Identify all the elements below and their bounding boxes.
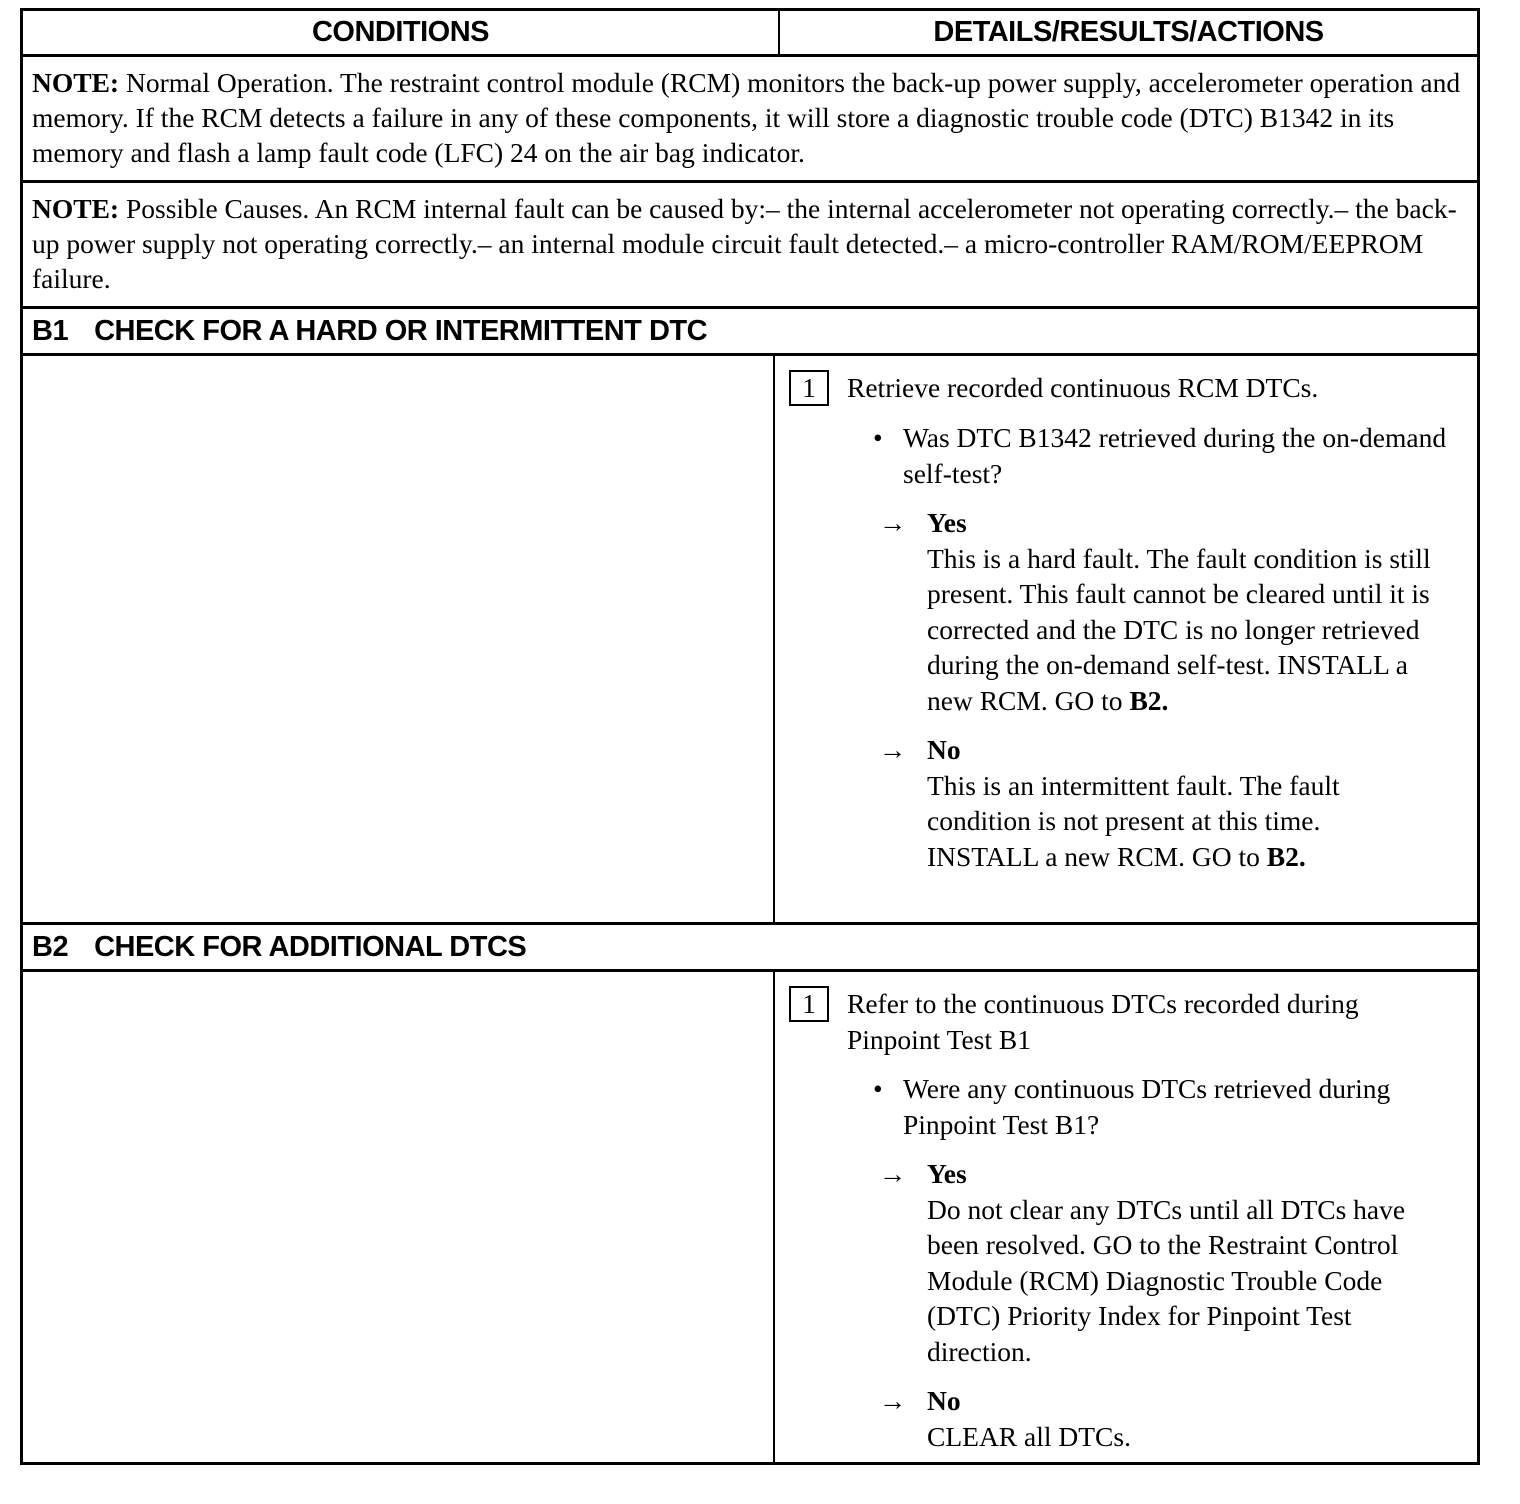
conditions-cell [23, 972, 775, 1462]
answer-no [879, 732, 1467, 874]
note-text: Normal Operation. The restraint control module (RCM) monitors the back-up power supply, accelerometer operation and memory. If the RCM detects a failure in any of these components, it will store a diagnostic trouble code (DTC) B1342 in its memory and flash a lamp fault code (LFC) 24 on the air bag indicator. [32, 67, 1461, 168]
conditions-header: CONDITIONS [23, 11, 780, 54]
table-header [23, 11, 1477, 57]
arrow-right-icon: → [879, 734, 907, 765]
details-header: DETAILS/RESULTS/ACTIONS [933, 16, 1324, 48]
section-row-b1 [23, 356, 1477, 925]
answer-text: This is an intermittent fault. The fault condition is not present at this time. INSTALL a new RCM. GO to B2. [927, 769, 1340, 872]
arrow-right-icon: → [879, 1158, 907, 1189]
question [873, 420, 1467, 491]
goto-reference: B2. [1129, 684, 1169, 716]
section-title: CHECK FOR ADDITIONAL DTCS [94, 930, 527, 963]
section-row-b2 [23, 972, 1477, 1462]
step-number-box: 1 [789, 986, 829, 1022]
step-number-box: 1 [789, 370, 829, 406]
goto-reference: B2. [1266, 840, 1306, 872]
section-code: B1 [32, 314, 69, 347]
step-text: Refer to the continuous DTCs recorded during Pinpoint Test B1 [847, 988, 1359, 1055]
question-text: Were any continuous DTCs retrieved during Pinpoint Test B1? [903, 1073, 1391, 1140]
note-normal-operation [23, 57, 1477, 183]
bullet-icon: • [873, 1073, 883, 1104]
question [873, 1071, 1467, 1142]
test-step [789, 986, 1467, 1057]
answer-label: No [927, 734, 961, 765]
bullet-icon: • [873, 422, 883, 453]
answer-text: CLEAR all DTCs. [927, 1420, 1131, 1452]
answer-label: Yes [927, 1158, 967, 1189]
step-text: Retrieve recorded continuous RCM DTCs. [847, 372, 1319, 403]
section-title: CHECK FOR A HARD OR INTERMITTENT DTC [94, 314, 708, 347]
test-step [789, 370, 1467, 406]
section-header-b2 [23, 925, 1477, 972]
diagnostic-table [20, 8, 1480, 1465]
answer-label: No [927, 1385, 961, 1416]
arrow-right-icon: → [879, 1385, 907, 1416]
section-header-b1 [23, 309, 1477, 356]
note-label: NOTE: [32, 67, 120, 98]
answer-text: This is a hard fault. The fault condition is still present. This fault cannot be cleared until it is corrected and the DTC is no longer retrieved during the on-demand self-test. INSTALL a new RCM. GO to B2. [927, 542, 1431, 716]
note-text: Possible Causes. An RCM internal fault can be caused by:– the internal accelerometer not operating correctly.– the back-up power supply not operating correctly.– an internal module circuit fault detected.– a micro-controller RAM/ROM/EEPROM failure. [32, 193, 1457, 294]
answer-yes [879, 1156, 1467, 1369]
question-text: Was DTC B1342 retrieved during the on-demand self-test? [903, 422, 1447, 489]
note-label: NOTE: [32, 193, 120, 224]
conditions-cell [23, 356, 775, 922]
answer-label: Yes [927, 507, 967, 538]
section-code: B2 [32, 930, 69, 963]
arrow-right-icon: → [879, 507, 907, 538]
details-cell [775, 972, 1477, 1462]
answer-no [879, 1383, 1467, 1454]
answer-text: Do not clear any DTCs until all DTCs have been resolved. GO to the Restraint Control Module (RCM) Diagnostic Trouble Code (DTC) Priority Index for Pinpoint Test direction. [927, 1193, 1406, 1367]
answer-yes [879, 505, 1467, 718]
details-cell [775, 356, 1477, 922]
note-possible-causes [23, 183, 1477, 309]
